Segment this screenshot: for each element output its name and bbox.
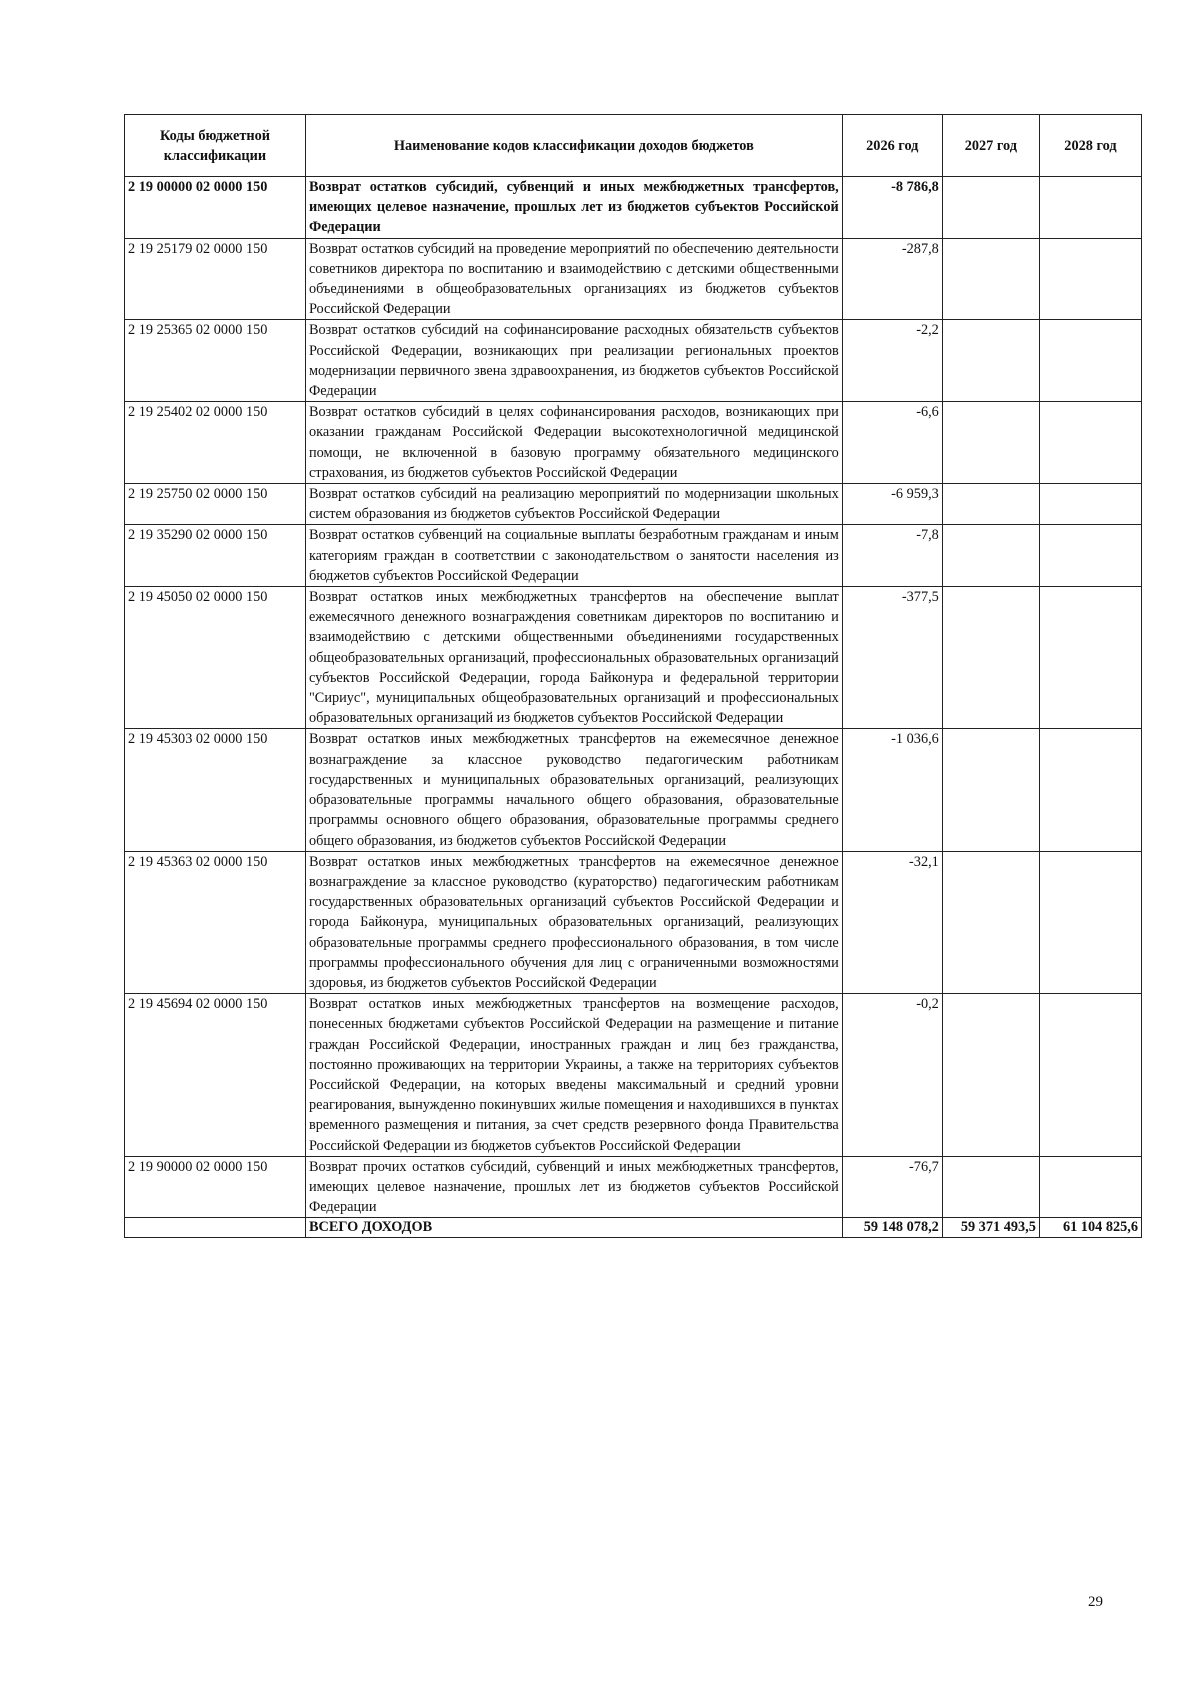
row-code: 2 19 90000 02 0000 150 (125, 1156, 306, 1218)
row-value-2028 (1039, 177, 1141, 239)
table-row (125, 587, 1142, 729)
row-value-2026: -8 786,8 (842, 177, 942, 239)
row-code: 2 19 25365 02 0000 150 (125, 320, 306, 402)
row-value-2028 (1039, 525, 1141, 587)
row-value-2026: -287,8 (842, 238, 942, 320)
row-name: Возврат прочих остатков субсидий, субвенций и иных межбюджетных трансфертов, имеющих целевое назначение, прошлых лет из бюджетов субъектов Российской Федерации (305, 1156, 842, 1218)
table-row (125, 177, 1142, 239)
row-value-2028 (1039, 851, 1141, 993)
row-code: 2 19 45050 02 0000 150 (125, 587, 306, 729)
row-code: 2 19 45363 02 0000 150 (125, 851, 306, 993)
row-value-2026: -6,6 (842, 402, 942, 484)
row-code: 2 19 35290 02 0000 150 (125, 525, 306, 587)
table-row (125, 320, 1142, 402)
row-name: Возврат остатков субсидий, субвенций и иных межбюджетных трансфертов, имеющих целевое назначение, прошлых лет из бюджетов субъектов Российской Федерации (305, 177, 842, 239)
header-year-2027: 2027 год (942, 115, 1039, 177)
row-code: 2 19 25179 02 0000 150 (125, 238, 306, 320)
row-code: 2 19 25750 02 0000 150 (125, 484, 306, 525)
row-name: Возврат остатков иных межбюджетных трансфертов на возмещение расходов, понесенных бюджетами субъектов Российской Федерации на размещение и питание граждан Российской Федерации, иностранных граждан и лиц без гражданства, постоянно проживающих на территории Украины, а также на территориях субъектов Российской Федерации, на которых введены максимальный и средний уровни реагирования, вынужденно покинувших жилые помещения и находившихся в пунктах временного размещения и питания, за счет средств резервного фонда Правительства Российской Федерации из бюджетов субъектов Российской Федерации (305, 994, 842, 1157)
page-number: 29 (1088, 1594, 1103, 1610)
row-value-2026: -32,1 (842, 851, 942, 993)
row-value-2026: -0,2 (842, 994, 942, 1157)
row-name: Возврат остатков субсидий на проведение мероприятий по обеспечению деятельности советников директора по воспитанию и взаимодействию с детскими общественными объединениями в общеобразовательных организациях из бюджетов субъектов Российской Федерации (305, 238, 842, 320)
table-row (125, 1156, 1142, 1218)
row-name: Возврат остатков субсидий в целях софинансирования расходов, возникающих при оказании гражданам Российской Федерации высокотехнологичной медицинской помощи, не включенной в базовую программу обязательного медицинского страхования, из бюджетов субъектов Российской Федерации (305, 402, 842, 484)
total-row (125, 1218, 1142, 1238)
row-value-2026: -377,5 (842, 587, 942, 729)
row-value-2028 (1039, 729, 1141, 851)
row-value-2027 (942, 177, 1039, 239)
header-year-2028: 2028 год (1039, 115, 1141, 177)
row-name: Возврат остатков субсидий на софинансирование расходных обязательств субъектов Российской Федерации, возникающих при реализации региональных проектов модернизации первичного звена здравоохранения, из бюджетов субъектов Российской Федерации (305, 320, 842, 402)
row-name: Возврат остатков субсидий на реализацию мероприятий по модернизации школьных систем образования из бюджетов субъектов Российской Федерации (305, 484, 842, 525)
table-row (125, 994, 1142, 1157)
total-code (125, 1218, 306, 1238)
row-value-2027 (942, 402, 1039, 484)
row-name: Возврат остатков иных межбюджетных трансфертов на ежемесячное денежное вознаграждение за классное руководство педагогическим работникам государственных и муниципальных образовательных организаций, реализующих образовательные программы начального общего образования, образовательные программы основного общего образования, образовательные программы среднего общего образования, из бюджетов субъектов Российской Федерации (305, 729, 842, 851)
row-value-2028 (1039, 320, 1141, 402)
row-value-2027 (942, 320, 1039, 402)
row-value-2028 (1039, 484, 1141, 525)
row-value-2028 (1039, 994, 1141, 1157)
table-row (125, 525, 1142, 587)
row-name: Возврат остатков субвенций на социальные выплаты безработным гражданам и иным категориям граждан в соответствии с законодательством о занятости населения из бюджетов субъектов Российской Федерации (305, 525, 842, 587)
row-code: 2 19 45303 02 0000 150 (125, 729, 306, 851)
row-code: 2 19 45694 02 0000 150 (125, 994, 306, 1157)
table-row (125, 729, 1142, 851)
row-value-2028 (1039, 402, 1141, 484)
header-name: Наименование кодов классификации доходов бюджетов (305, 115, 842, 177)
table-row (125, 402, 1142, 484)
row-value-2028 (1039, 587, 1141, 729)
row-value-2028 (1039, 1156, 1141, 1218)
row-value-2026: -2,2 (842, 320, 942, 402)
total-value-2028: 61 104 825,6 (1039, 1218, 1141, 1238)
total-value-2026: 59 148 078,2 (842, 1218, 942, 1238)
row-value-2027 (942, 1156, 1039, 1218)
row-value-2026: -7,8 (842, 525, 942, 587)
table-row (125, 238, 1142, 320)
budget-revenue-table (124, 114, 1142, 1238)
row-value-2027 (942, 238, 1039, 320)
row-value-2027 (942, 587, 1039, 729)
row-value-2026: -1 036,6 (842, 729, 942, 851)
row-value-2026: -76,7 (842, 1156, 942, 1218)
row-value-2027 (942, 525, 1039, 587)
header-code: Коды бюджетной классификации (125, 115, 306, 177)
total-value-2027: 59 371 493,5 (942, 1218, 1039, 1238)
table-row (125, 851, 1142, 993)
row-value-2027 (942, 484, 1039, 525)
total-label: ВСЕГО ДОХОДОВ (305, 1218, 842, 1238)
row-code: 2 19 00000 02 0000 150 (125, 177, 306, 239)
header-year-2026: 2026 год (842, 115, 942, 177)
row-code: 2 19 25402 02 0000 150 (125, 402, 306, 484)
row-value-2028 (1039, 238, 1141, 320)
table-header-row (125, 115, 1142, 177)
row-value-2027 (942, 729, 1039, 851)
row-name: Возврат остатков иных межбюджетных трансфертов на ежемесячное денежное вознаграждение за классное руководство (кураторство) педагогическим работникам государственных образовательных организаций субъектов Российской Федерации и города Байконура, муниципальных образовательных организаций, реализующих образовательные программы среднего профессионального образования, в том числе программы профессионального обучения для лиц с ограниченными возможностями здоровья, из бюджетов субъектов Российской Федерации (305, 851, 842, 993)
row-value-2027 (942, 994, 1039, 1157)
table-row (125, 484, 1142, 525)
row-name: Возврат остатков иных межбюджетных трансфертов на обеспечение выплат ежемесячного денежного вознаграждения советникам директоров по воспитанию и взаимодействию с детскими общественными объединениями государственных общеобразовательных организаций, профессиональных образовательных организаций субъектов Российской Федерации, города Байконура и федеральной территории "Сириус", муниципальных общеобразовательных организаций и профессиональных образовательных организаций из бюджетов субъектов Российской Федерации (305, 587, 842, 729)
row-value-2026: -6 959,3 (842, 484, 942, 525)
row-value-2027 (942, 851, 1039, 993)
